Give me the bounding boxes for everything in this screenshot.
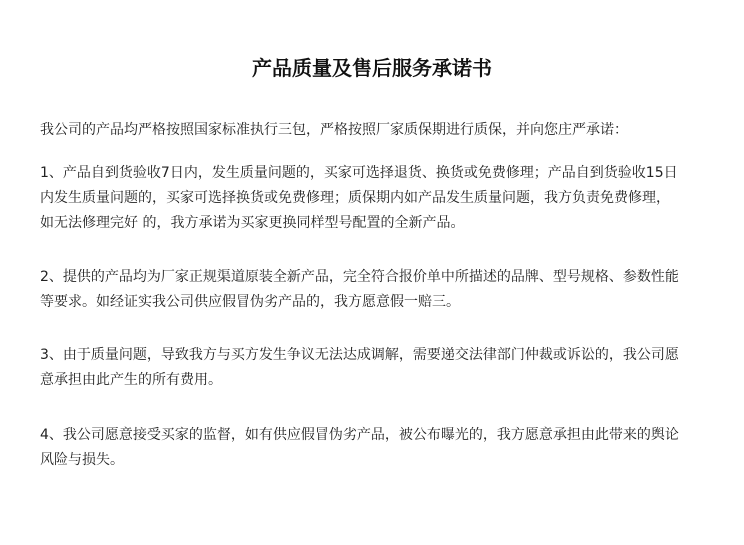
clause-1	[40, 161, 706, 236]
clause-1-line-1: 1、产品自到货验收7日内，发生质量问题的，买家可选择退货、换货或免费修理；产品自到货验收15日	[40, 165, 678, 181]
clause-4-line-1: 4、我公司愿意接受买家的监督，如有供应假冒伪劣产品，被公布曝光的，我方愿意承担由此带来的舆论	[40, 427, 679, 443]
intro-paragraph: 我公司的产品均严格按照国家标准执行三包，严格按照厂家质保期进行质保，并向您庄严承诺：	[40, 122, 628, 138]
clause-3-line-2: 意承担由此产生的所有费用。	[40, 372, 222, 388]
clause-2-line-2: 等要求。如经证实我公司供应假冒伪劣产品的，我方愿意假一赔三。	[40, 294, 460, 310]
clause-3-line-1: 3、由于质量问题，导致我方与买方发生争议无法达成调解，需要递交法律部门仲裁或诉讼的，我公司愿	[40, 347, 679, 363]
clause-3	[40, 343, 706, 393]
document-title: 产品质量及售后服务承诺书	[252, 56, 492, 80]
clause-2-line-1: 2、提供的产品均为厂家正规渠道原装全新产品，完全符合报价单中所描述的品牌、型号规格、参数性能	[40, 269, 679, 285]
clause-1-line-2: 内发生质量问题的，买家可选择换货或免费修理；质保期内如产品发生质量问题，我方负责免费修理，	[40, 190, 670, 206]
clause-4	[40, 423, 706, 473]
clause-2	[40, 265, 706, 315]
clause-4-line-2: 风险与损失。	[40, 452, 124, 468]
clause-1-line-3: 如无法修理完好 的，我方承诺为买家更换同样型号配置的全新产品。	[40, 215, 465, 231]
